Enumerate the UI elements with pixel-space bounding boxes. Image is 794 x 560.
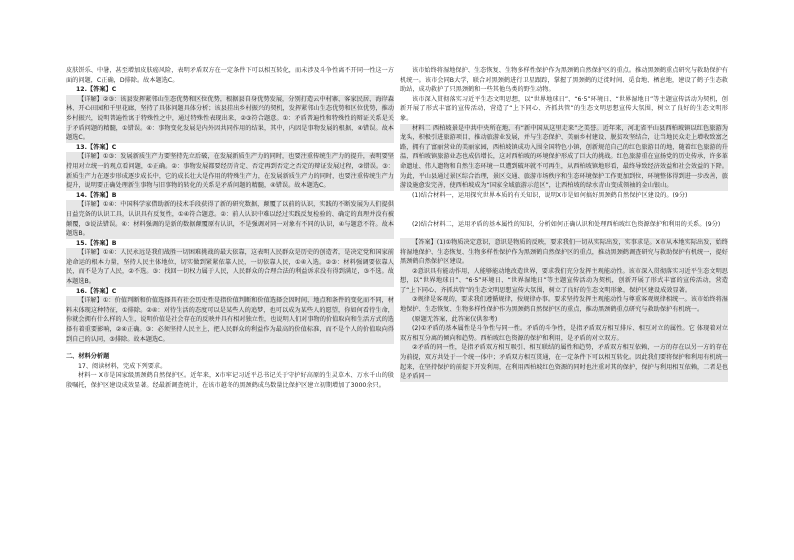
answer-space-1 — [400, 200, 728, 220]
answer-17-part1-point2: ②意识具有能动作用，人能够能动地改造世界，要求我们充分发挥主观能动性。该市深入贯彻落实习近平生态文明思想，以“世界地球日”、“6·5”环境日、“世界湿地日”等主题宣传活动为契机，创新开展了形式丰富的宣传活动，营造了“上下同心、齐抓共管”的生态文明思想宣传大氛围，树立了良好的生态文明形象，保护区建设成效显著。 — [400, 267, 728, 294]
answer-12: 12.【答案】C — [76, 86, 117, 94]
explanation-12: 【详解】②③：该县发挥紧邻山生态优势和区位优势，根据县自身优势发展，分别打造云中村寨、客家民居、海岸森林、开心田园和千里花廊，坚持了具体问题具体分析；该县挂出乡村振兴的契机，发挥紧邻山生态优势和区位优势，推动乡村振兴，说明普遍性寓于特殊性之中，通过特殊性表现出来，②③符合题意。①：矛盾普遍性和特殊性的辩证关系是关于矛盾问题的精髓，①错误。④：事物变化发展是内外因共同作用的结果，其中，内因是事物发展的根据，④错误。故本题选C。 — [66, 95, 394, 142]
section-heading: 二、材料分析题 — [66, 353, 110, 361]
sub-question-1: (1)结合材料一，运用探究世界本质的有关知识，说明X市是如何搞好黑颈鹤自然保护区建设的。(9分) — [412, 191, 688, 199]
explanation-16: 【详解】①：价值判断和价值选择具有社会历史性是指价值判断和价值选择会因时间、地点和条件的变化而不同，材料未体现这种特征，①排除。②④：对待生活的态度可以是某些人的追梦，也可以成为某些人的愿望，你如何看待生命，你就会拥有什么样的人生，说明价值是社会存在的反映并具有相对独立性，也说明人们对事物的价值取向和生活方式的选择有着重要影响，②④正确。③：必须坚持人民主上，把人民群众的利益作为最高的价值标准，而不是个人的价值取向得到自己的认同，③排除。故本题选C。 — [66, 297, 394, 343]
sub-question-2: (2)结合材料二，运用矛盾的基本属性的知识，分析如何正确认识和处理西柏坡红色资源保护和利用的关系。(9分) — [412, 221, 721, 229]
answer-17-part2-point1: (2)①矛盾的基本属性是斗争性与同一性。矛盾的斗争性，是指矛盾双方相互排斥、相互对立的属性。它 体现着对立双方相互分离的倾向和趋势。西柏坡红色资源的保护和利用，是矛盾的对立双方。 — [400, 325, 728, 342]
answer-space-2 — [400, 230, 728, 238]
intro-paragraph: 皮肤饼乐、中暑，甚至增加皮肤癌风险，表明矛盾双方在一定条件下可以相互转化，而未涉及斗争性离不开同一性这一方面的问题，C正确，D排除。故本题选C。 — [66, 67, 394, 84]
answer-15: 15.【答案】B — [76, 239, 117, 247]
question-17-stem: 17、阅读材料，完成下列要求。 — [78, 362, 167, 370]
explanation-13: 【详解】①③：发展新质生产力要坚持先立后破，在发展新质生产力的同时，也要注重传统生产力的提升，表明要坚持用对立统一的观点看问题，①正确。②：事物发展都要经历肯定、否定再到否定之否定的辩证发展过程，②错误。③：新质生产力在逐步形成逐步成长中，它的成长壮大是作用的特殊生产力，在发展新质生产力的同时，也要注重传统生产力提升，说明要正确处理新生事物与旧事物的转化的关系是矛盾问题的精髓，④错误。故本题选C。 — [66, 153, 394, 190]
answer-17-part1-point3: ③规律是客观的，要求我们遵循规律，按规律办事。要求坚持发挥主观能动性与尊重客观规律相统一。该市始终将湿地保护、生态恢复、生物多样性保护作为黑颈鹤自然保护区的重点，推动黑颈鹤重点研究与救助保护有机统一。 — [400, 296, 728, 314]
answer-17-part1-point1: 【答案】(1)①物质决定意识，意识是物质的反映，要求我们一切从实际出发，实事求是。X市从本地实际出发，始终将湿地保护、生态恢复、生物多样性保护作为黑颈鹤自然保护区的重点，推动黑颈鹤调查研究与救助保护有机统一，提好黑颈鹤自然保护区建设。 — [400, 238, 728, 266]
answer-17-part2-point2: ②矛盾的同一性，是指矛盾双方相互吸引、相互联结的属性和趋势，矛盾双方相互依赖，一方的存在以另一方的存在为前提，双方共处于一个统一体中；矛盾双方相互贯通，在一定条件下可以相互转化。因此我们要将保护和利用有机统一起来，在坚持保护的前提下开发利用，在利用西柏坡红色资源的同时也注重对其的保护，保护与利用相互依赖，二者是也是矛盾同一 — [400, 344, 728, 381]
explanation-15: 【详解】①④：人民永远是我们战胜一切困难挑战的最大依靠，这表明人民群众是历史的创造者，是决定党和国家前途命运的根本力量，坚持人民主体地位，切实做到紧紧依靠人民，一切依靠人民，①④入选。②③：材料强调要依靠人民，而不是为了人民，②不选。③：找回一切权力属于人民，人民群众的合理合法的利益诉求没有得到满足，③不选。故本题选B。 — [66, 249, 394, 286]
left-column — [66, 66, 394, 391]
material-one: 材料一 X市是国家级黑颈鹤自然保护区。近年来，X市牢记习近平总书记关于守护好高原的生灵草木、万水千山的殷殷嘱托，保护区建设成效显著。经最新调查统计，在该市越冬的黑颈鹤成鸟数量比保护区建立初期增加了3000余只。 — [66, 372, 394, 389]
explanation-14: 【详解】①④：中国科学家借助新的技术手段获得了新的研究数据，颠覆了以前的认识，实践的不断发展为人们提供日益完备的认识工具，认识具有反复性，①④符合题意。②：前人认识中难以经过实践反复检验的、确定的真理并没有被颠覆，③说法错误。④：材料强调的是新的数据颠覆原有认识，不是强调对同一对象有不同的认识，④与题意不符。故本题选B。 — [66, 201, 394, 238]
material-two: 材料二 西柏坡景是中共中央所在地，有“新中国从这里走来”之美誉。近年来，河北省平山县西柏坡镇以红色旅游为龙头，积极引进旅游项目，推动旅游业发展，并与生态保护、美丽乡村建设、脱贫攻坚结合，让当地民众走上增收致富之路，拥有了富丽营业的美丽家园，西柏坡镇成功入围全国特色小镇，创新规范自己的红色旅游目的地，随着红色旅游的升温，西柏坡镇旅游业态也成倍增长，这对西柏坡的环境保护形成了巨大的挑战。红色旅游重在宣扬党的历史传承，许多革命遗址、伟人遗物和自然生态环境一旦遭到破坏就不可再生，从西柏坡镇地形看，最终导致经济效益和社会效益的下降。为此，平山县通过景区综合治理，景区交通、旅游市场秩序和生态环境保护工作更加到位，环境整体得到进一步改善，旅游设施愈发完善，使西柏坡成为“国家全域旅游示范区”，让西柏坡的绿水青山变成领袖的金山银山。 — [400, 124, 728, 190]
material-one-publicity: 该市深入贯彻落实习近平生态文明思想，以“世界地球日”、“6·5”环境日、“世界湿地日”等主题宣传活动为契机，创新开展了形式丰富的宣传活动，营造了“上下同心、齐抓共管”的生态文明思想宣传大氛围，树立了良好的生态文明形象。 — [400, 95, 728, 122]
answer-16: 16.【答案】C — [76, 287, 117, 295]
material-one-continued: 该市始终将湿地保护、生态恢复、生物多样性保护作为黑颈鹤自然保护区的重点。推动黑颈鹤重点研究与救助保护有机统一。该市会同B大学，联合对黑颈鹤进行卫星跟踪，掌握了黑颈鹤的迁徙时间、觅食地、栖息地，建设了鹤子生态救助站，成功救护了只黑颈鹤和一些其他鸟类的野生动物。 — [400, 67, 728, 94]
right-column — [400, 66, 728, 382]
answer-13: 13.【答案】C — [76, 143, 117, 151]
answer-17-note: (原题无答案，此答案仅供参考) — [400, 315, 728, 325]
answer-14: 14.【答案】B — [76, 191, 117, 199]
